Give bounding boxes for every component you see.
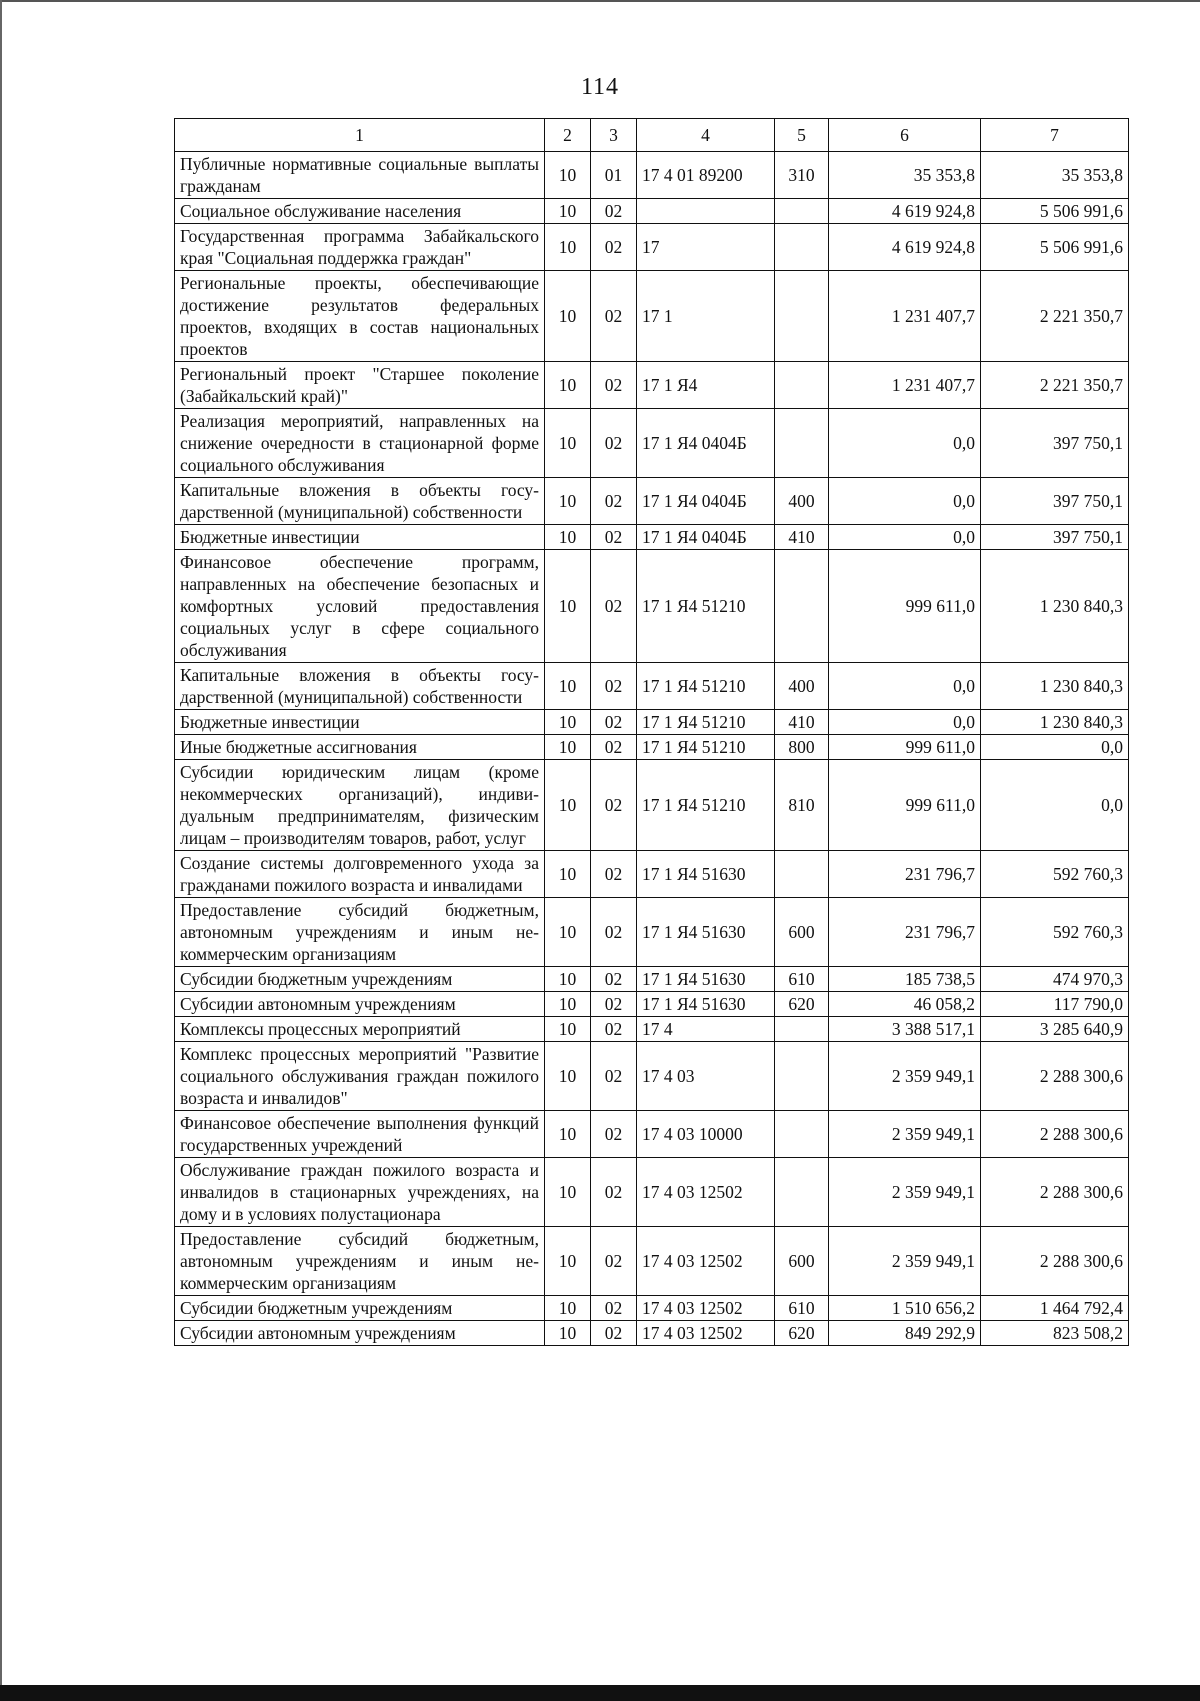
row-name-cell: Предоставление субсидий бюджетным, автономным учреждениям и иным некоммерческим организациям [175,1227,545,1296]
amount-col6-cell: 4 619 924,8 [829,199,981,224]
row-name-cell: Финансовое обеспечение выполнения функций государственных учреждений [175,1111,545,1158]
amount-col6-cell: 3 388 517,1 [829,1017,981,1042]
section-cell: 10 [545,663,591,710]
amount-col7-cell: 2 221 350,7 [981,362,1129,409]
section-cell: 10 [545,851,591,898]
expense-type-cell: 610 [775,967,829,992]
amount-col6-cell: 2 359 949,1 [829,1158,981,1227]
subsection-cell: 02 [591,735,637,760]
amount-col7-cell: 592 760,3 [981,851,1129,898]
table-row [175,1296,1129,1321]
table-row [175,271,1129,362]
amount-col6-cell: 0,0 [829,710,981,735]
target-article-cell: 17 1 Я4 51210 [637,663,775,710]
section-cell: 10 [545,1111,591,1158]
table-row [175,735,1129,760]
amount-col7-cell: 2 288 300,6 [981,1158,1129,1227]
section-cell: 10 [545,271,591,362]
target-article-cell: 17 1 Я4 51210 [637,550,775,663]
table-row [175,898,1129,967]
subsection-cell: 02 [591,362,637,409]
section-cell: 10 [545,992,591,1017]
target-article-cell: 17 4 03 12502 [637,1296,775,1321]
table-row [175,710,1129,735]
section-cell: 10 [545,362,591,409]
expense-type-cell: 400 [775,663,829,710]
row-name-cell: Социальное обслуживание населения [175,199,545,224]
table-row [175,362,1129,409]
expense-type-cell: 600 [775,1227,829,1296]
amount-col7-cell: 2 288 300,6 [981,1227,1129,1296]
amount-col6-cell: 2 359 949,1 [829,1227,981,1296]
section-cell: 10 [545,152,591,199]
table-row [175,1321,1129,1346]
row-name-cell: Бюджетные инвестиции [175,525,545,550]
expense-type-cell [775,199,829,224]
expense-type-cell [775,1042,829,1111]
amount-col6-cell: 999 611,0 [829,550,981,663]
amount-col6-cell: 4 619 924,8 [829,224,981,271]
amount-col7-cell: 0,0 [981,735,1129,760]
table-row [175,550,1129,663]
subsection-cell: 02 [591,1296,637,1321]
section-cell: 10 [545,199,591,224]
amount-col6-cell: 2 359 949,1 [829,1111,981,1158]
table-row [175,409,1129,478]
table-row [175,1111,1129,1158]
subsection-cell: 02 [591,1042,637,1111]
row-name-cell: Региональный проект "Старшее поколение (Забайкальский край)" [175,362,545,409]
section-cell: 10 [545,898,591,967]
target-article-cell: 17 1 Я4 51630 [637,967,775,992]
subsection-cell: 02 [591,992,637,1017]
header-cell: 6 [829,119,981,152]
subsection-cell: 02 [591,199,637,224]
row-name-cell: Капитальные вложения в объекты государственной (муниципальной) собственности [175,663,545,710]
target-article-cell [637,199,775,224]
table-row [175,478,1129,525]
target-article-cell: 17 4 03 12502 [637,1158,775,1227]
table-row [175,152,1129,199]
amount-col6-cell: 0,0 [829,409,981,478]
header-cell: 1 [175,119,545,152]
target-article-cell: 17 1 Я4 [637,362,775,409]
amount-col6-cell: 185 738,5 [829,967,981,992]
header-cell: 2 [545,119,591,152]
row-name-cell: Предоставление субсидий бюджетным, автономным учреждениям и иным некоммерческим организациям [175,898,545,967]
expense-type-cell [775,271,829,362]
amount-col7-cell: 3 285 640,9 [981,1017,1129,1042]
header-cell: 4 [637,119,775,152]
header-cell: 3 [591,119,637,152]
subsection-cell: 02 [591,1321,637,1346]
expense-type-cell [775,1158,829,1227]
row-name-cell: Комплексы процессных мероприятий [175,1017,545,1042]
section-cell: 10 [545,710,591,735]
amount-col6-cell: 1 231 407,7 [829,271,981,362]
target-article-cell: 17 1 [637,271,775,362]
table-row [175,992,1129,1017]
row-name-cell: Публичные нормативные социальные выплаты гражданам [175,152,545,199]
amount-col6-cell: 231 796,7 [829,851,981,898]
subsection-cell: 02 [591,525,637,550]
section-cell: 10 [545,1158,591,1227]
section-cell: 10 [545,1321,591,1346]
row-name-cell: Создание системы долговременного ухода за гражданами пожилого возраста и инвалидами [175,851,545,898]
amount-col6-cell: 231 796,7 [829,898,981,967]
expense-type-cell: 620 [775,1321,829,1346]
amount-col6-cell: 999 611,0 [829,735,981,760]
amount-col6-cell: 849 292,9 [829,1321,981,1346]
target-article-cell: 17 1 Я4 51630 [637,992,775,1017]
expense-type-cell: 810 [775,760,829,851]
amount-col6-cell: 1 231 407,7 [829,362,981,409]
target-article-cell: 17 1 Я4 51630 [637,898,775,967]
budget-table [174,118,1129,1346]
table-row [175,1227,1129,1296]
amount-col6-cell: 0,0 [829,478,981,525]
amount-col7-cell: 1 464 792,4 [981,1296,1129,1321]
row-name-cell: Комплекс процессных мероприятий "Развитие социального обслуживания граждан пожилого возраста и инвалидов" [175,1042,545,1111]
target-article-cell: 17 4 03 10000 [637,1111,775,1158]
amount-col6-cell: 0,0 [829,525,981,550]
target-article-cell: 17 4 [637,1017,775,1042]
subsection-cell: 02 [591,967,637,992]
subsection-cell: 02 [591,710,637,735]
expense-type-cell: 800 [775,735,829,760]
amount-col6-cell: 46 058,2 [829,992,981,1017]
subsection-cell: 02 [591,1227,637,1296]
row-name-cell: Субсидии автономным учреждениям [175,1321,545,1346]
table-header-row [175,119,1129,152]
row-name-cell: Финансовое обеспечение программ, направленных на обеспечение безопасных и комфортных условий предоставления социальных услуг в сфере социального обслуживания [175,550,545,663]
row-name-cell: Бюджетные инвестиции [175,710,545,735]
subsection-cell: 02 [591,851,637,898]
expense-type-cell [775,550,829,663]
header-cell: 5 [775,119,829,152]
subsection-cell: 02 [591,760,637,851]
target-article-cell: 17 1 Я4 51210 [637,760,775,851]
expense-type-cell: 310 [775,152,829,199]
subsection-cell: 02 [591,550,637,663]
section-cell: 10 [545,1296,591,1321]
target-article-cell: 17 4 03 12502 [637,1321,775,1346]
expense-type-cell: 410 [775,710,829,735]
target-article-cell: 17 4 03 [637,1042,775,1111]
table-row [175,1042,1129,1111]
row-name-cell: Субсидии юридическим лицам (кроме некоммерческих организаций), индивидуальным предпринимателям, физическим лицам – производителям товаров, работ, услуг [175,760,545,851]
table-row [175,851,1129,898]
row-name-cell: Иные бюджетные ассигнования [175,735,545,760]
table-row [175,224,1129,271]
table-row [175,525,1129,550]
subsection-cell: 02 [591,1017,637,1042]
target-article-cell: 17 4 03 12502 [637,1227,775,1296]
target-article-cell: 17 1 Я4 0404Б [637,478,775,525]
table-body [175,119,1129,1346]
section-cell: 10 [545,224,591,271]
expense-type-cell: 610 [775,1296,829,1321]
row-name-cell: Капитальные вложения в объекты государственной (муниципальной) собственности [175,478,545,525]
target-article-cell: 17 1 Я4 51210 [637,735,775,760]
target-article-cell: 17 1 Я4 51630 [637,851,775,898]
header-cell: 7 [981,119,1129,152]
row-name-cell: Государственная программа Забайкальского края "Социальная поддержка граждан" [175,224,545,271]
amount-col7-cell: 592 760,3 [981,898,1129,967]
expense-type-cell: 410 [775,525,829,550]
amount-col7-cell: 397 750,1 [981,409,1129,478]
target-article-cell: 17 [637,224,775,271]
row-name-cell: Субсидии бюджетным учреждениям [175,967,545,992]
subsection-cell: 02 [591,409,637,478]
section-cell: 10 [545,760,591,851]
subsection-cell: 02 [591,1111,637,1158]
amount-col7-cell: 2 288 300,6 [981,1111,1129,1158]
amount-col6-cell: 999 611,0 [829,760,981,851]
section-cell: 10 [545,409,591,478]
amount-col7-cell: 1 230 840,3 [981,663,1129,710]
expense-type-cell: 600 [775,898,829,967]
amount-col7-cell: 5 506 991,6 [981,199,1129,224]
subsection-cell: 02 [591,478,637,525]
target-article-cell: 17 1 Я4 0404Б [637,409,775,478]
section-cell: 10 [545,1017,591,1042]
section-cell: 10 [545,1042,591,1111]
amount-col7-cell: 1 230 840,3 [981,550,1129,663]
amount-col7-cell: 5 506 991,6 [981,224,1129,271]
section-cell: 10 [545,735,591,760]
table-row [175,1158,1129,1227]
subsection-cell: 02 [591,898,637,967]
table-row [175,199,1129,224]
amount-col6-cell: 1 510 656,2 [829,1296,981,1321]
table-row [175,967,1129,992]
amount-col7-cell: 823 508,2 [981,1321,1129,1346]
amount-col6-cell: 0,0 [829,663,981,710]
target-article-cell: 17 4 01 89200 [637,152,775,199]
row-name-cell: Обслуживание граждан пожилого возраста и инвалидов в стационарных учреждениях, на дому и в условиях полустационара [175,1158,545,1227]
expense-type-cell [775,851,829,898]
subsection-cell: 02 [591,663,637,710]
expense-type-cell [775,409,829,478]
expense-type-cell [775,1111,829,1158]
expense-type-cell: 620 [775,992,829,1017]
target-article-cell: 17 1 Я4 0404Б [637,525,775,550]
subsection-cell: 01 [591,152,637,199]
amount-col7-cell: 0,0 [981,760,1129,851]
scan-edge-top [0,0,1200,2]
section-cell: 10 [545,525,591,550]
table-row [175,760,1129,851]
row-name-cell: Субсидии автономным учреждениям [175,992,545,1017]
amount-col7-cell: 2 221 350,7 [981,271,1129,362]
row-name-cell: Субсидии бюджетным учреждениям [175,1296,545,1321]
amount-col6-cell: 35 353,8 [829,152,981,199]
table-row [175,663,1129,710]
amount-col7-cell: 474 970,3 [981,967,1129,992]
expense-type-cell [775,362,829,409]
section-cell: 10 [545,478,591,525]
scan-edge-bottom [0,1685,1200,1701]
row-name-cell: Реализация мероприятий, направленных на снижение очередности в стационарной форме социального обслуживания [175,409,545,478]
amount-col7-cell: 2 288 300,6 [981,1042,1129,1111]
subsection-cell: 02 [591,1158,637,1227]
amount-col7-cell: 1 230 840,3 [981,710,1129,735]
section-cell: 10 [545,967,591,992]
section-cell: 10 [545,1227,591,1296]
amount-col7-cell: 397 750,1 [981,478,1129,525]
expense-type-cell [775,1017,829,1042]
amount-col7-cell: 35 353,8 [981,152,1129,199]
subsection-cell: 02 [591,271,637,362]
table-row [175,1017,1129,1042]
page-number: 114 [580,74,620,100]
row-name-cell: Региональные проекты, обеспечивающие достижение результатов федеральных проектов, входящих в состав национальных проектов [175,271,545,362]
amount-col6-cell: 2 359 949,1 [829,1042,981,1111]
section-cell: 10 [545,550,591,663]
scan-edge-left [0,0,2,1701]
subsection-cell: 02 [591,224,637,271]
amount-col7-cell: 397 750,1 [981,525,1129,550]
target-article-cell: 17 1 Я4 51210 [637,710,775,735]
expense-type-cell [775,224,829,271]
amount-col7-cell: 117 790,0 [981,992,1129,1017]
expense-type-cell: 400 [775,478,829,525]
